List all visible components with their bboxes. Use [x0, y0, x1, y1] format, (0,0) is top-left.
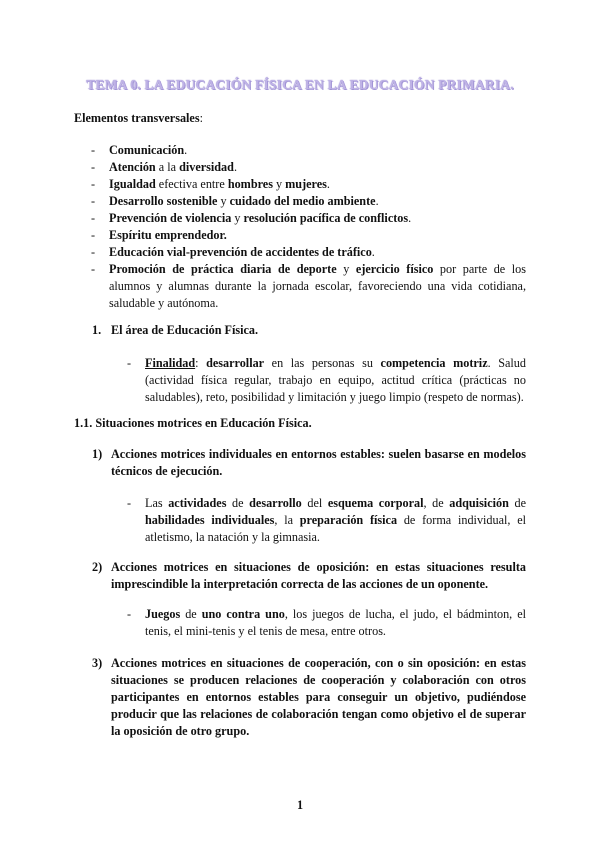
- plain-text: , de: [423, 496, 450, 510]
- section-heading: El área de Educación Física.: [111, 323, 259, 337]
- item-sub-paragraph: [145, 495, 526, 546]
- plain-text: .: [184, 143, 188, 157]
- item-number: 2): [92, 560, 103, 574]
- bold-text: preparación física: [299, 513, 398, 527]
- list-dash: -: [91, 143, 96, 157]
- list-dash: -: [91, 211, 96, 225]
- bold-text: Atención: [109, 160, 156, 174]
- plain-text: del: [301, 496, 328, 510]
- list-item-text: [109, 261, 526, 312]
- transversales-heading-text: Elementos transversales: [74, 111, 200, 125]
- subsection-heading: 1.1. Situaciones motrices en Educación Física.: [74, 416, 312, 430]
- item-heading: Acciones motrices individuales en entornos estables: suelen basarse en modelos técnicos de ejecución.: [111, 447, 526, 478]
- bold-text: hombres: [227, 177, 273, 191]
- bold-text: ejercicio físico: [355, 262, 434, 276]
- list-item-text: [109, 244, 375, 261]
- bold-text: resolución pacífica de conflictos: [243, 211, 409, 225]
- plain-text: de forma individual, el atletismo, la natación y la gimnasia.: [145, 513, 527, 544]
- item-number: 1): [92, 447, 103, 461]
- transversales-heading-colon: :: [199, 111, 203, 125]
- bold-text: cuidado del medio ambiente: [229, 194, 376, 208]
- list-dash: -: [91, 177, 96, 191]
- list-item-text: [109, 210, 411, 227]
- list-item-text: [109, 159, 237, 176]
- item-heading: Acciones motrices en situaciones de oposición: en estas situaciones resulta imprescindible la interpretación correcta de las acciones de un oponente.: [111, 560, 526, 591]
- list-item-text: [109, 227, 227, 244]
- finalidad-paragraph: [145, 355, 526, 406]
- list-item-text: [109, 193, 379, 210]
- plain-text: .: [233, 160, 237, 174]
- plain-text: Las: [145, 496, 169, 510]
- transversales-heading: [74, 110, 203, 127]
- bold-text: Igualdad: [109, 177, 156, 191]
- plain-text: en las personas su: [264, 356, 381, 370]
- bold-text: habilidades individuales: [145, 513, 275, 527]
- plain-text: y: [336, 262, 356, 276]
- list-dash: -: [91, 160, 96, 174]
- list-dash: -: [127, 356, 132, 370]
- plain-text: efectiva entre: [155, 177, 228, 191]
- list-dash: -: [127, 496, 132, 510]
- bold-text: Desarrollo sostenible: [109, 194, 218, 208]
- item-heading: Acciones motrices en situaciones de cooperación, con o sin oposición: en estas situaciones se producen relaciones de cooperación y colaboración con otros participantes en entornos estables para conseguir un objetivo, pudiéndose producir que las relaciones de colaboración tengan como objetivo el de superar la oposición de otro grupo.: [111, 656, 526, 738]
- plain-text: .: [375, 194, 379, 208]
- bold-text: diversidad: [179, 160, 234, 174]
- bold-text: actividades: [168, 496, 227, 510]
- list-dash: -: [127, 607, 132, 621]
- plain-text: .: [408, 211, 412, 225]
- bold-text: desarrollar: [206, 356, 265, 370]
- plain-text: por parte de los alumnos y alumnas durante la jornada escolar, favoreciendo una vida cotidiana, saludable y autónoma.: [109, 262, 527, 310]
- plain-text: de: [226, 496, 250, 510]
- list-dash: -: [91, 228, 96, 242]
- finalidad-label: Finalidad: [145, 356, 196, 370]
- bold-text: competencia motriz: [380, 356, 488, 370]
- bold-text: mujeres: [285, 177, 327, 191]
- document-title: TEMA 0. LA EDUCACIÓN FÍSICA EN LA EDUCACIÓN PRIMARIA.: [86, 77, 514, 92]
- plain-text: :: [195, 356, 207, 370]
- section-number: 1.: [92, 323, 102, 337]
- bold-text: Espíritu emprendedor.: [109, 228, 227, 242]
- bold-text: esquema corporal: [327, 496, 424, 510]
- plain-text: a la: [155, 160, 180, 174]
- bold-text: Juegos: [145, 607, 181, 621]
- list-item-text: [109, 142, 187, 159]
- plain-text: .: [326, 177, 330, 191]
- list-item-text: [109, 176, 330, 193]
- plain-text: de: [508, 496, 526, 510]
- page-number: 1: [296, 798, 304, 812]
- list-dash: -: [91, 194, 96, 208]
- bold-text: desarrollo: [249, 496, 302, 510]
- item-number: 3): [92, 656, 103, 670]
- plain-text: de: [180, 607, 202, 621]
- plain-text: . Salud (actividad física regular, trabajo en equipo, actitud crítica (prácticas no saludables), reto, posibilidad y limitación y juego limpio (respeto de normas).: [145, 356, 526, 404]
- plain-text: y: [272, 177, 286, 191]
- bold-text: Promoción de práctica diaria de deporte: [109, 262, 337, 276]
- plain-text: y: [217, 194, 230, 208]
- plain-text: , los juegos de lucha, el judo, el bádminton, el tenis, el mini-tenis y el tenis de mesa, entre otros.: [145, 607, 526, 638]
- list-dash: -: [91, 245, 96, 259]
- bold-text: Prevención de violencia: [109, 211, 232, 225]
- bold-text: uno contra uno: [201, 607, 285, 621]
- item-sub-paragraph: [145, 606, 526, 640]
- bold-text: Educación vial-prevención de accidentes de tráfico: [109, 245, 372, 259]
- bold-text: adquisición: [449, 496, 509, 510]
- bold-text: Comunicación: [109, 143, 185, 157]
- plain-text: .: [371, 245, 375, 259]
- plain-text: , la: [274, 513, 300, 527]
- plain-text: y: [231, 211, 244, 225]
- list-dash: -: [91, 262, 96, 276]
